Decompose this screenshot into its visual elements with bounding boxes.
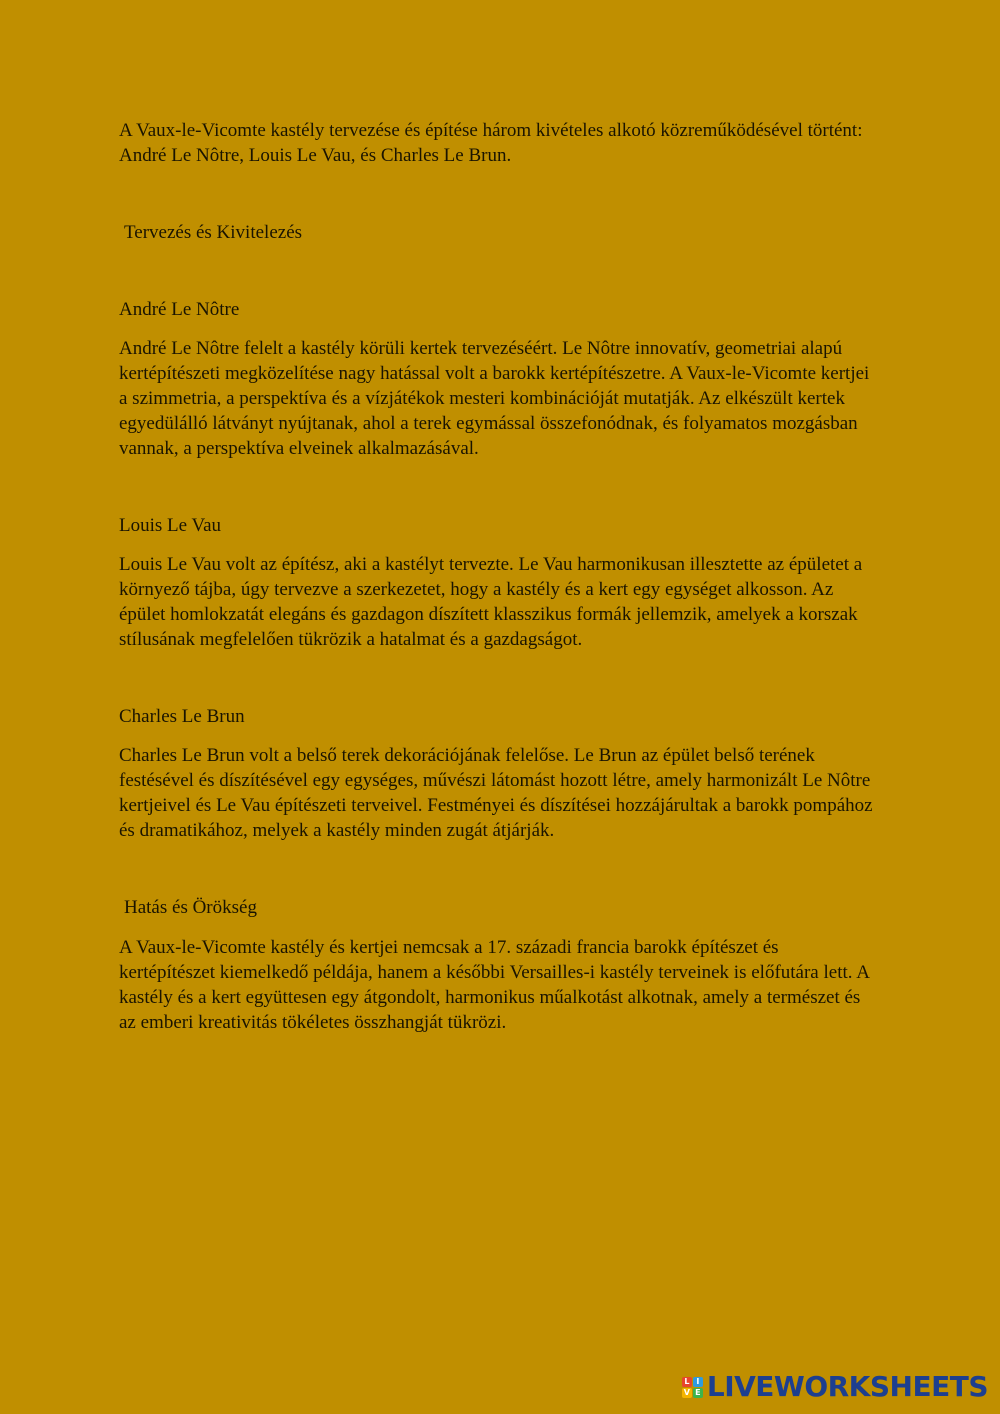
section-title-design: Tervezés és Kivitelezés <box>124 222 303 243</box>
legacy-paragraph: A Vaux-le-Vicomte kastély és kertjei nemcsak a 17. századi francia barokk építészet és kertépítészet kiemelkedő példája, hanem a későbbi Versailles-i kastély terveinek is előfutára lett. A kastély és a kert együttesen egy átgondolt, harmonikus műalkotást alkotnak, amely a természet és az emberi kreativitás tökéletes összhangját tükrözi. <box>119 937 869 1033</box>
logo-letter-e: E <box>693 1388 703 1398</box>
section-title-legacy: Hatás és Örökség <box>124 897 257 918</box>
document-page <box>119 118 879 1035</box>
logo-letter-i: I <box>693 1377 703 1387</box>
liveworksheets-logo[interactable] <box>682 1370 988 1404</box>
logo-letter-l: L <box>682 1377 692 1387</box>
logo-letter-v: V <box>683 1388 690 1397</box>
logo-mark-icon <box>682 1377 703 1398</box>
person-text-le-notre: André Le Nôtre felelt a kastély körüli kertek tervezéséért. Le Nôtre innovatív, geometriai alapú kertépítészeti megközelítése nagy hatással volt a barokk kertépítészetre. A Vaux-le-Vicomte kertjei a szimmetria, a perspektíva és a vízjátékok mesteri kombinációját mutatják. Az elkészült kertek egyedülálló látványt nyújtanak, ahol a terek egymással összefonódnak, és folyamatos mozgásban vannak, a perspektíva elveinek alkalmazásával. <box>119 338 870 459</box>
person-title-le-brun: Charles Le Brun <box>119 706 245 727</box>
logo-text: LIVEWORKSHEETS <box>706 1370 988 1403</box>
intro-paragraph: A Vaux-le-Vicomte kastély tervezése és építése három kivételes alkotó közreműködésével történt: André Le Nôtre, Louis Le Vau, és Charles Le Brun. <box>119 120 863 166</box>
person-title-le-notre: André Le Nôtre <box>119 299 240 320</box>
person-title-le-vau: Louis Le Vau <box>119 515 222 536</box>
person-text-le-brun: Charles Le Brun volt a belső terek dekorációjának felelőse. Le Brun az épület belső terének festésével és díszítésével egy egységes, művészi látomást hozott létre, amely harmonizált Le Nôtre kertjeivel és Le Vau építészeti terveivel. Festményei és díszítései hozzájárultak a barokk pompához és dramatikához, melyek a kastély minden zugát átjárják. <box>119 745 873 841</box>
person-text-le-vau: Louis Le Vau volt az építész, aki a kastélyt tervezte. Le Vau harmonikusan illesztette az épületet a környező tájba, úgy tervezve a szerkezetet, hogy a kastély és a kert egy egységet alkosson. Az épület homlokzatát elegáns és gazdagon díszített klasszikus formák jellemzik, amelyek a korszak stílusának megfelelően tükrözik a hatalmat és a gazdagságot. <box>119 554 863 650</box>
